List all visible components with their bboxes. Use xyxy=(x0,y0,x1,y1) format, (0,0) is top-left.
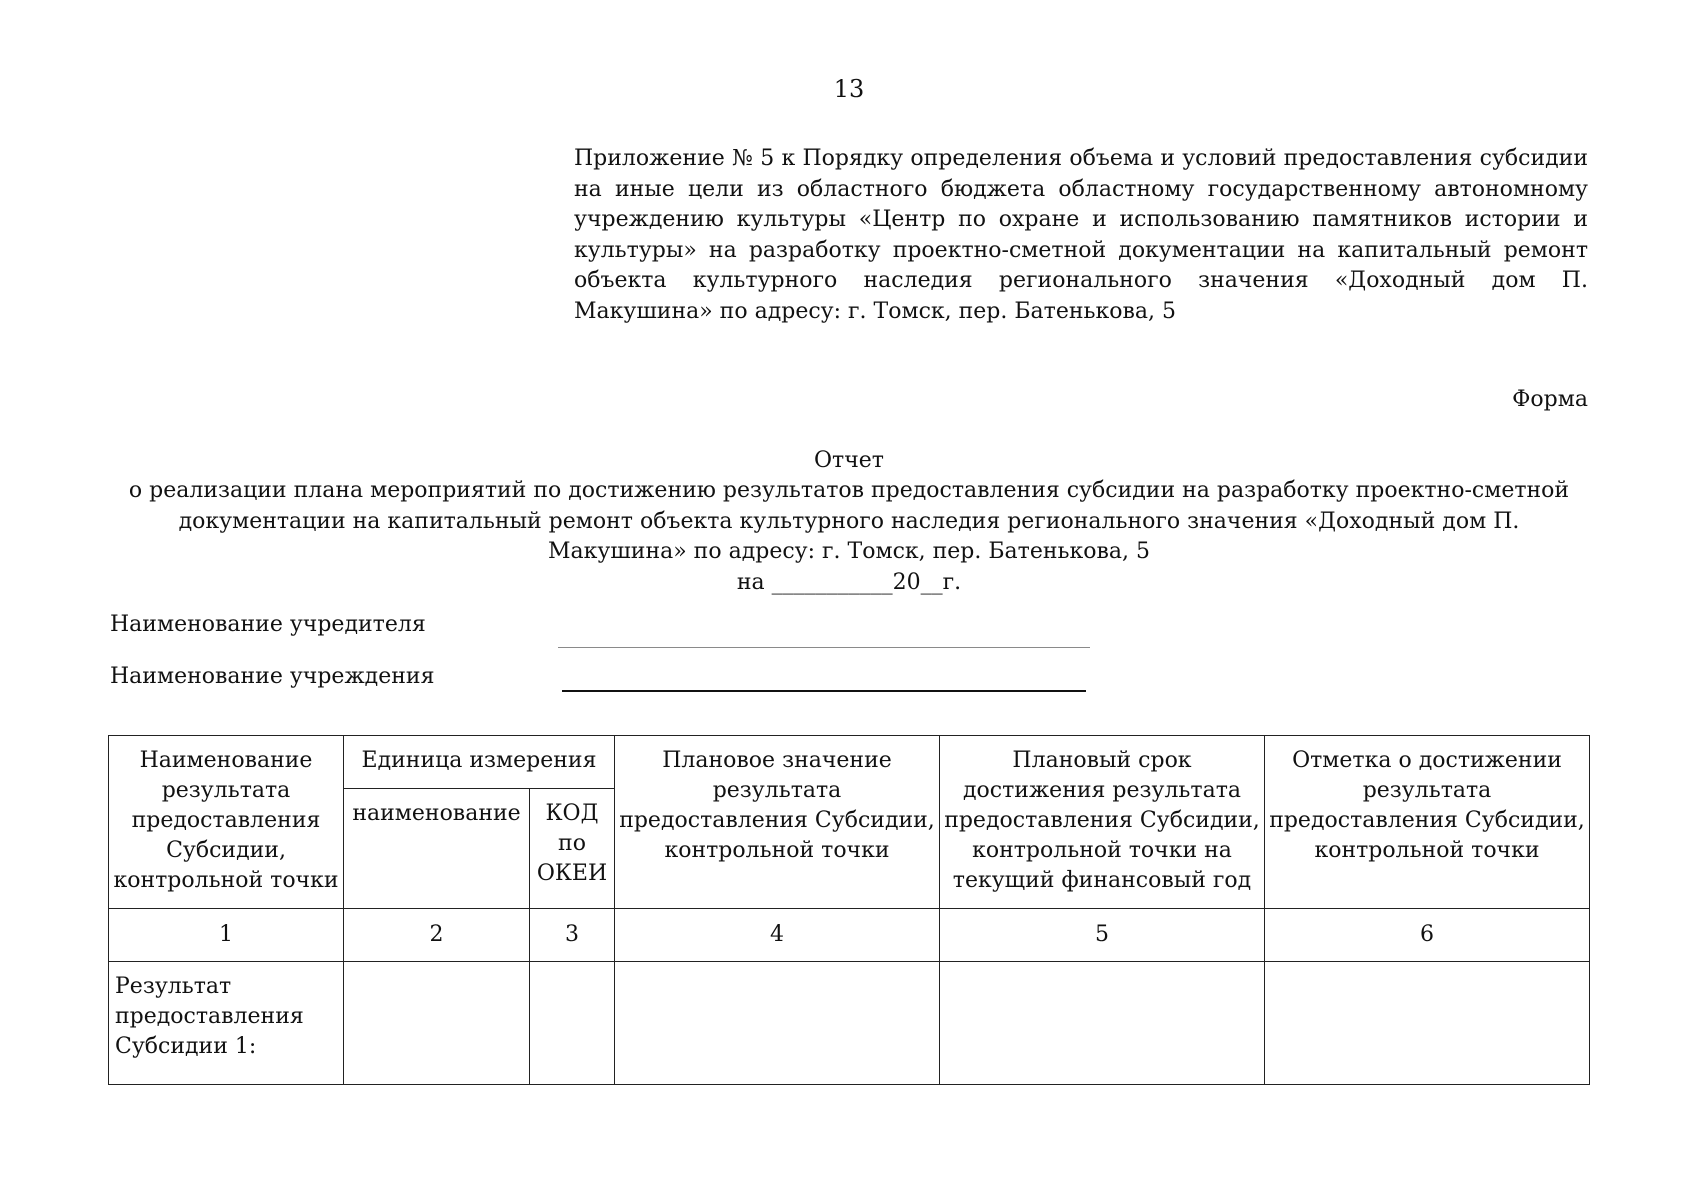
unit-code-cell[interactable] xyxy=(530,962,615,1085)
header-planned-date: Плановый срок достижения результата предоставления Субсидии, контрольной точки на текущий финансовый год xyxy=(940,736,1265,909)
column-number: 2 xyxy=(344,909,530,962)
report-subtitle: о реализации плана мероприятий по достижению результатов предоставления субсидии на разработку проектно-сметной документации на капитальный ремонт объекта культурного наследия регионального значения «Доходный дом П. Макушина» по адресу: г. Томск, пер. Батенькова, 5 xyxy=(128,478,1570,564)
achievement-mark-cell[interactable] xyxy=(1265,962,1590,1085)
header-unit: Единица измерения xyxy=(344,736,615,789)
result-name-cell: Результат предоставления Субсидии 1: xyxy=(109,962,344,1085)
column-number: 6 xyxy=(1265,909,1590,962)
header-unit-code: КОД по ОКЕИ xyxy=(530,789,615,909)
planned-date-cell[interactable] xyxy=(940,962,1265,1085)
table-row xyxy=(109,962,1590,1085)
header-planned-value: Плановое значение результата предоставления Субсидии, контрольной точки xyxy=(615,736,940,909)
column-number: 5 xyxy=(940,909,1265,962)
report-period: на ___________20__г. xyxy=(736,570,962,595)
column-number: 1 xyxy=(109,909,344,962)
header-achievement-mark: Отметка о достижении результата предоставления Субсидии, контрольной точки xyxy=(1265,736,1590,909)
table-header-row xyxy=(109,736,1590,789)
column-number: 3 xyxy=(530,909,615,962)
planned-value-cell[interactable] xyxy=(615,962,940,1085)
header-unit-name: наименование xyxy=(344,789,530,909)
report-title: Отчет xyxy=(814,448,884,473)
founder-name-line[interactable] xyxy=(558,647,1090,648)
form-label: Форма xyxy=(1512,387,1588,412)
unit-name-cell[interactable] xyxy=(344,962,530,1085)
column-number: 4 xyxy=(615,909,940,962)
page-number: 13 xyxy=(833,75,865,103)
institution-label: Наименование учреждения xyxy=(110,664,435,689)
founder-label: Наименование учредителя xyxy=(110,612,426,637)
appendix-heading: Приложение № 5 к Порядку определения объема и условий предоставления субсидии на иные цели из областного бюджета областному государственному автономному учреждению культуры «Центр по охране и использованию памятников истории и культуры» на разработку проектно-сметной документации на капитальный ремонт объекта культурного наследия регионального значения «Доходный дом П. Макушина» по адресу: г. Томск, пер. Батенькова, 5 xyxy=(574,146,1588,324)
header-result-name: Наименование результата предоставления Субсидии, контрольной точки xyxy=(109,736,344,909)
column-number-row xyxy=(109,909,1590,962)
institution-name-line[interactable] xyxy=(562,690,1086,692)
report-table xyxy=(108,735,1590,1085)
